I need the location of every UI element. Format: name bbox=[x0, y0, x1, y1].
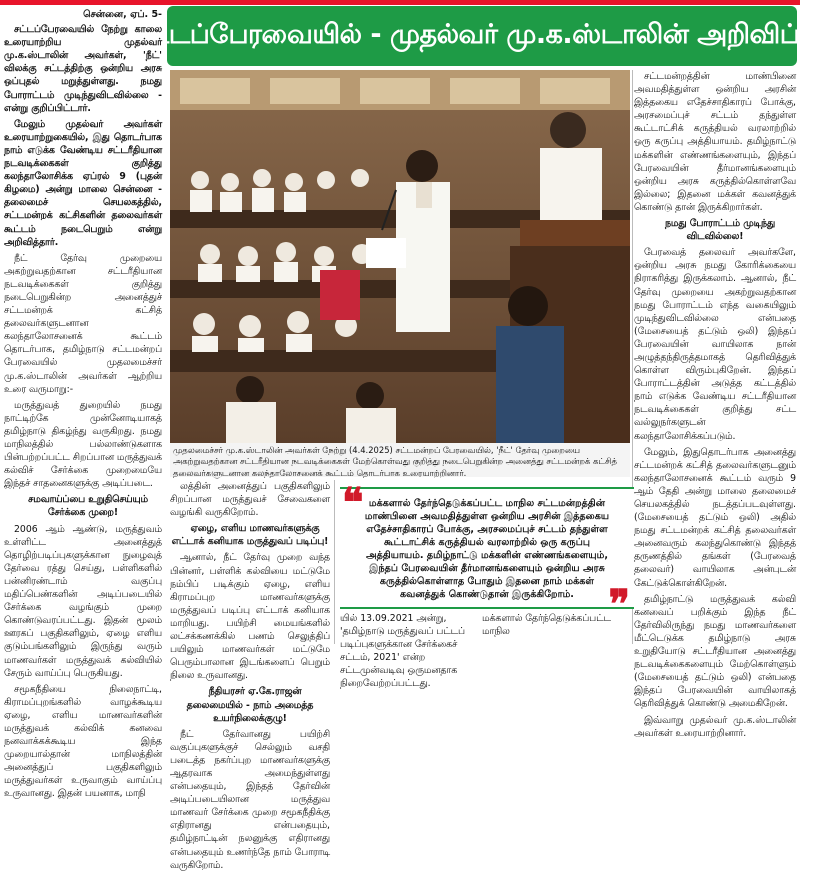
paragraph: மக்களால் தேர்ந்தெடுக்கப்பட்ட மாநில bbox=[482, 613, 611, 638]
pull-quote bbox=[340, 479, 634, 628]
paragraph: பேரவைத் தலைவர் அவர்களே, ஒன்றிய அரசு நமது கோரிக்கையை நிராகரித்து இருக்கலாம். ஆனால், நீட் தேர்வு முறையை அகற்றுவதற்கான நமது போராட்டம் எந்த வகையிலும் முடிந்துவிடவில்லை என்பதை (மேசையைத் தட்டும் ஒலி) இந்தப் பேரவையின் வாயிலாக நான் அழுத்தந்திருத்தமாகத் தெரிவித்துக் கொள்ள விரும்புகிறேன். இந்தப் போராட்டத்தின் அடுத்த கட்டத்தில் நாம் எடுக்க வேண்டிய சட்டரீதியான நடவடிக்கைகள் குறித்து சட்ட வல்லுநர்களுடன் கலந்தாலோசிக்கப்படும். bbox=[634, 247, 796, 442]
photo-caption: முதலமைச்சர் மு.க.ஸ்டாலின் அவர்கள் நேற்று (4.4.2025) சட்டமன்றப் பேரவையில், 'நீட்' தேர்வு முறையை அகற்றுவதற்கான சட்டரீதியான நடவடிக்கைகள் மேற்கொள்வது குறித்து நடைபெறுகின்ற அனைத்து சட்டமன்றக் கட்சித் தலைவர்களுடனான கலந்தாலோசனைக் கூட்டம் தொடர்பாக உரையாற்றினார். bbox=[170, 443, 630, 477]
lead-paragraph: சட்டப்பேரவையில் நேற்று காலை உரையாற்றிய முதல்வர் மு.க.ஸ்டாலின் அவர்கள், 'நீட்' விலக்கு சட்டத்திற்கு ஒன்றிய அரசு ஒப்புதல் மறுத்துள்ளது. நமது போராட்டம் முடிந்துவிடவில்லை - என்று குறிப்பிட்டார். bbox=[4, 24, 162, 114]
top-red-strip bbox=[0, 0, 800, 5]
overflow-holder bbox=[340, 609, 341, 610]
column-divider bbox=[334, 480, 335, 644]
speech-paper bbox=[366, 238, 406, 268]
paragraph: லத்தின் அனைத்துப் பகுதிகளிலும் சிறப்பான மருத்துவச் சேவைகளை வழங்கி வருகிறோம். bbox=[170, 481, 330, 519]
headline-text: சட்டப்பேரவையில் - முதல்வர் மு.க.ஸ்டாலின் அறிவிப்பு! bbox=[133, 18, 831, 50]
subheading: நமது போராட்டம் முடிந்து விடவில்லை! bbox=[664, 218, 776, 243]
dateline: சென்னை, ஏப். 5- bbox=[83, 9, 162, 20]
assembly-photo-illustration bbox=[170, 70, 630, 443]
paragraph: மருத்துவத் துறையில் நமது நாட்டிற்கே முன்னோடியாகத் தமிழ்நாடு திகழ்ந்து வருகிறது. நமது மாநிலத்தில் பல்லாண்டுகளாக பின்பற்றப்பட்ட சிறப்பான மருத்துவக் கல்விச் சேர்க்கை முறைமையே இந்தச் சாதனைகளுக்கு அடிப்படை. bbox=[4, 399, 162, 490]
paragraph: சட்டமன்றத்தின் மாண்பினை அவமதித்துள்ள ஒன்றிய அரசின் இத்தகைய எதேச்சாதிகாரப் போக்கு, அரசமைப்புச் சட்டம் தந்துள்ள கூட்டாட்சிக் கருத்தியல் வரலாற்றில் ஒரு கருப்பு அத்தியாயம். தமிழ்நாட்டு மக்களின் எண்ணங்களையும், இந்தப் பேரவையின் தீர்மானங்களையும் ஒன்றிய அரசு கருத்தில்கொள்ளவே இல்லை; இதனை மக்கள் கவனத்துக் கொண்டு தான் இருக்கிறார்கள். bbox=[634, 71, 796, 213]
red-shawl bbox=[320, 270, 360, 320]
quote-open-icon: ❝ bbox=[342, 479, 364, 526]
paragraph: நீட் தேர்வானது பயிற்சி வகுப்புகளுக்குச் செல்லும் வசதி படைத்த நகர்ப்புற மாணவர்களுக்கு ஆதரவாக அமைந்துள்ளது என்பதையும், இந்தத் தேர்வின் அடிப்படையிலான மருத்துவ மாணவர் சேர்க்கை முறை சமூகநீதிக்கு எதிரானது என்பதையும், தமிழ்நாட்டின் நலனுக்கு எதிரானது என்பதையும் உணர்ந்தே நாம் போராடி வருகிறோம். bbox=[170, 728, 330, 871]
quote-close-icon: ❞ bbox=[608, 581, 630, 628]
paragraph: 2006 ஆம் ஆண்டு, மருத்துவம் உள்ளிட்ட அனைத்துத் தொழிற்படிப்புகளுக்கான நுழைவுத் தேர்வை ரத்து செய்து, பள்ளிகளில் பன்னிரண்டாம் வகுப்பு மதிப்பெண்களின் அடிப்படையில் சேர்க்கை வழங்கும் முறை கொண்டுவரப்பட்டது. இதன் மூலம் ஊரகப் பகுதிகளிலும், ஏழை எளிய குடும்பங்களிலும் இருந்து வரும் மாணவர்கள் மருத்துவக் கல்வியில் சேரும் வாய்ப்பு பெருகியது. bbox=[4, 523, 162, 679]
subheading: சமவாய்ப்பை உறுதிசெய்யும் சேர்க்கை முறை! bbox=[28, 494, 148, 519]
assembly-photo bbox=[170, 70, 630, 443]
article-column-2 bbox=[170, 480, 330, 871]
paragraph: மேலும், இதுதொடர்பாக அனைத்து சட்டமன்றக் கட்சித் தலைவர்களுடனும் கலந்தாலோசனைக் கூட்டம் வரும் 9 ஆம் தேதி அன்று மாலை தலைமைச் செயலகத்தில் நடத்தப்படவுள்ளது. (மேசையைத் தட்டும் ஒலி) அதில் நமது சட்டமன்றக் கட்சித் தலைவர்கள் அனைவரும் கலந்துகொண்டு இந்தத் தருணத்தில் தங்கள் (பேரவைத் தலைவர்) வாயிலாக அன்புடன் கேட்டுக்கொள்கிறேன். bbox=[634, 446, 796, 589]
pull-quote-text: மக்களால் தேர்ந்தெடுக்கப்பட்ட மாநில சட்டமன்றத்தின் மாண்பினை அவமதித்துள்ள ஒன்றிய அரசின் இத்தகைய எதேச்சாதிகாரப் போக்கு, அரசமைப்புச் சட்டம் தந்துள்ள கூட்டாட்சிக் கருத்தியல் வரலாற்றில் ஒரு கருப்பு அத்தியாயம். தமிழ்நாட்டு மக்களின் எண்ணங்களையும், இந்தப் பேரவையின் தீர்மானங்களையும் ஒன்றிய அரசு கருத்தில்கொள்ளாத போதும் இதனை நாம் மக்கள் கவனத்துக் கொண்டுதான் இருக்கிறோம். bbox=[364, 498, 610, 600]
paragraph: மேலும் முதல்வர் அவர்கள் உரையாற்றுகையில், இது தொடர்பாக நாம் எடுக்க வேண்டிய சட்டரீதியான நடவடிக்கைகள் குறித்து கலந்தாலோசிக்க ஏப்ரல் 9 (புதன் கிழமை) அன்று மாலை சென்னை - தலைமைச் செயலகத்தில், சட்டமன்றக் கட்சிகளின் தலைவர்கள் கூட்டம் நடைபெறும் என்று அறிவித்தார். bbox=[4, 118, 162, 248]
article-column-5 bbox=[634, 70, 796, 739]
article-column-4 bbox=[482, 612, 632, 638]
subheading: ஏழை, எளிய மாணவர்களுக்கு எட்டாக் கனியாக மருத்துவப் படிப்பு! bbox=[171, 523, 329, 548]
paragraph: தமிழ்நாட்டு மருத்துவக் கல்வி கனவைப் பறிக்கும் இந்த நீட் தேர்விலிருந்து நமது மாணவர்களை மீட்டெடுக்க தமிழ்நாடு அரசு உறுதியோடு சட்டரீதியான அனைத்து நடவடிக்கைகளையும் மேற்கொள்ளும் (மேசையைத் தட்டும் ஒலி) என்பதை இந்தப் பேரவையின் வாயிலாகத் தெரிவித்துக் கொண்டு அமைகிறேன். bbox=[634, 593, 796, 710]
article-column-3 bbox=[340, 612, 478, 691]
paragraph: ஆனால், நீட் தேர்வு முறை வந்த பின்னர், பள்ளிக் கல்வியை மட்டுமே நம்பிப் படிக்கும் ஏழை, எளிய கிராமப்புற மாணவர்களுக்கு மருத்துவப் படிப்பு எட்டாக் கனியாக மாறியது. பயிற்சி மையங்களில் லட்சக்கணக்கில் பணம் செலுத்திப் பயிலும் மாணவர்கள் மட்டுமே பெரும்பாலான இடங்களைப் பெறும் நிலை உருவானது. bbox=[170, 552, 330, 682]
article-column-1 bbox=[4, 8, 162, 800]
paragraph: யில் 13.09.2021 அன்று, 'தமிழ்நாடு மருத்துவப் பட்டப் படிப்புகளுக்கான சேர்க்கைச் சட்டம், 2021' என்ற சட்டமுன்வடிவு ஒருமனதாக நிறைவேற்றப்பட்டது. bbox=[340, 613, 465, 690]
subheading: நீதியரசர் ஏ.கே.ராஜன் தலைமையில் - நாம் அமைத்த உயர்நிலைக்குழு! bbox=[186, 686, 314, 724]
paragraph: சமூகநீதியை நிலைநாட்டி, கிராமப்புறங்களில் வாழக்கூடிய ஏழை, எளிய மாணவர்களின் மருத்துவக் கல்விக் கனவை நனவாக்கக்கூடிய இந்த முறையால்தான் மாநிலத்தின் அனைத்துப் பகுதிகளிலும் மருத்துவர்கள் உருவாகும் வாய்ப்பு உருவானது. இதன் பயனாக, மாநி bbox=[4, 683, 162, 800]
paragraph: இவ்வாறு முதல்வர் மு.க.ஸ்டாலின் அவர்கள் உரையாற்றினார். bbox=[634, 714, 796, 739]
paragraph: நீட் தேர்வு முறையை அகற்றுவதற்கான சட்டரீதியான நடவடிக்கைகள் குறித்து நடைபெறுகின்ற அனைத்துச் சட்டமன்றக் கட்சித் தலைவர்களுடனான கலந்தாலோசனைக் கூட்டம் தொடர்பாக, தமிழ்நாடு சட்டமன்றப் பேரவையில் முதலமைச்சர் மு.க.ஸ்டாலின் அவர்கள் ஆற்றிய உரை வருமாறு:- bbox=[4, 252, 162, 395]
headline-banner bbox=[133, 6, 831, 66]
